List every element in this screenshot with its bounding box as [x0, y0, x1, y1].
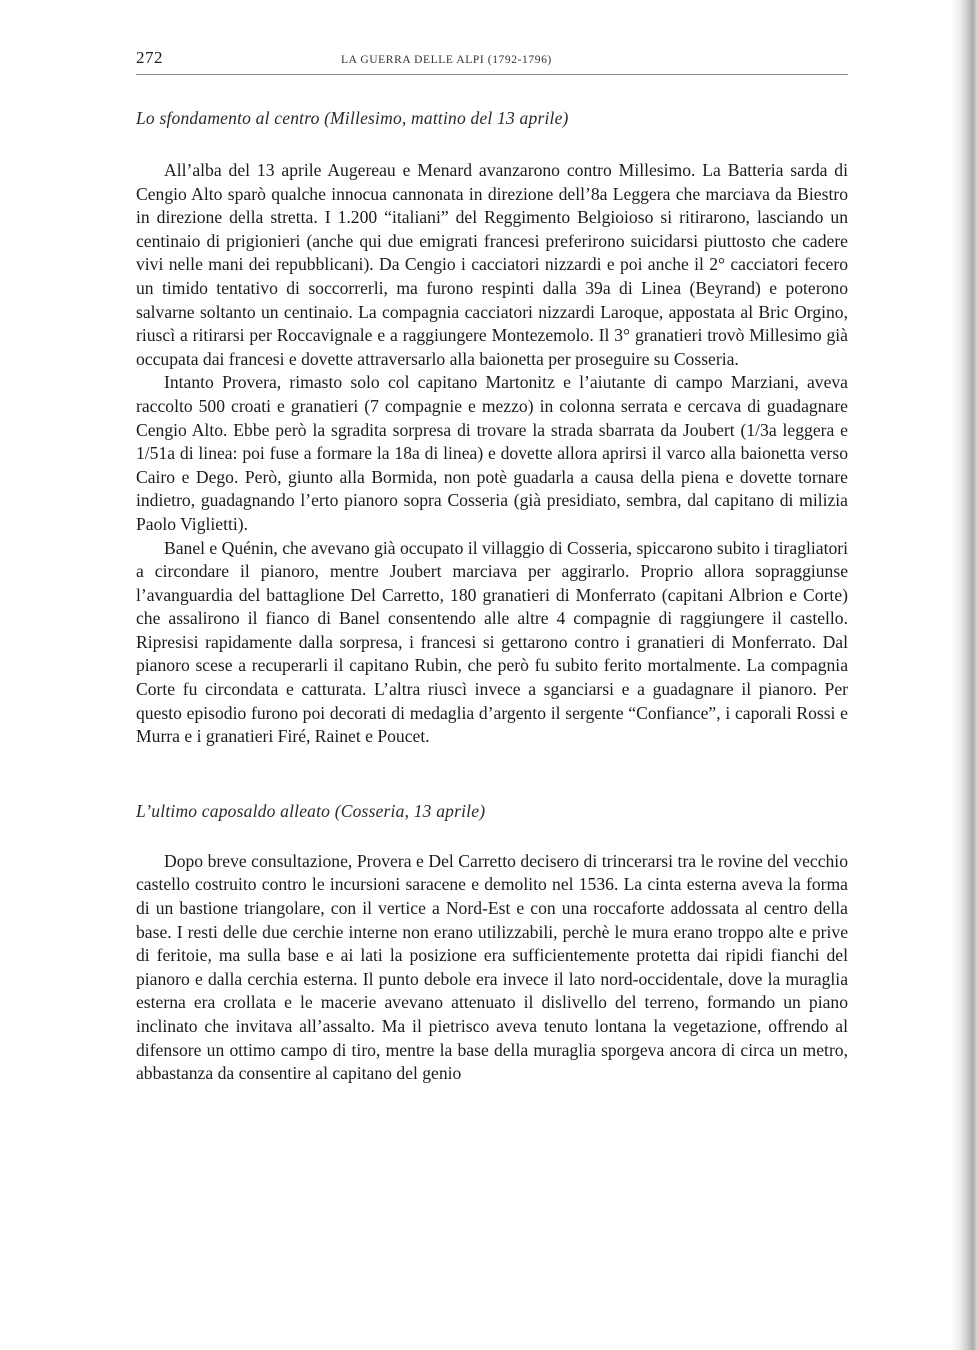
paragraph: Banel e Quénin, che avevano già occupato il villaggio di Cosseria, spiccarono subito i tiragliatori a circondare il pianoro, mentre Joubert marciava per aggirarlo. Proprio allora sopraggiunse l’avanguardia del battaglione Del Carretto, 180 granatieri di Monferrato (capitani Albrion e Corte) che assalirono il fianco di Banel consentendo alle altre 4 compagnie di raggiungere il castello. Ripresisi rapidamente dalla sorpresa, i francesi si gettarono contro i granatieri di Monferrato. Dal pianoro scese a recuperarli il capitano Rubin, che però fu subito ferito mortalmente. La compagnia Corte fu circondata e catturata. L’altra riuscì invece a sganciarsi e a guadagnare il pianoro. Per questo episodio furono poi decorati di medaglia d’argento il sergente “Confiance”, i caporali Rossi e Murra e i granatieri Firé, Rainet e Poucet.	[136, 537, 849, 747]
page-number: 272	[136, 48, 163, 67]
paragraph: Dopo breve consultazione, Provera e Del Carretto decisero di trincerarsi tra le rovine del vecchio castello costruito contro le incursioni saracene e demolito nel 1536. La cinta esterna aveva la forma di un bastione triangolare, con il vertice a Nord-Est e con una roccaforte addossata al centro della base. I resti delle due cerchie interne non erano utilizzabili, perchè le mura erano troppo alte e prive di feritoie, ma sulla base e ai lati la posizione era sufficientemente protetta dai ripidi fianchi del pianoro e dalla cerchia esterna. Il punto debole era invece il lato nord-occidentale, dove la muraglia esterna era crollata e le macerie avevano attenuato il dislivello del terreno, formando un piano inclinato che invitava all’assalto. Ma il pietrisco aveva tenuto lontana la vegetazione, offrendo al difensore un ottimo campo di tiro, mentre la base della muraglia sporgeva ancora di circa un metro, abbastanza da consentire al capitano del genio	[136, 850, 848, 1084]
page-header	[136, 48, 848, 75]
page-edge-shadow	[951, 0, 977, 1350]
paragraph: Intanto Provera, rimasto solo col capitano Martonitz e l’aiutante di campo Marziani, aveva raccolto 500 croati e granatieri (7 compagnie e mezzo) in colonna serrata e cercava di guadagnare Cengio Alto. Ebbe però la sgradita sorpresa di trovare la strada sbarrata da Joubert (1/3a leggera e 1/51a di linea: poi fuse a formare la 18a di linea) e dovette allora aprirsi il varco alla baionetta verso Cairo e Dego. Però, giunto alla Bormida, non potè guadarla a causa della piena e dovette tornare indietro, guadagnando l’erto pianoro sopra Cosseria (già presidiato, sembra, dal capitano di milizia Paolo Viglietti).	[136, 372, 848, 534]
paragraph: All’alba del 13 aprile Augereau e Menard avanzarono contro Millesimo. La Batteria sarda di Cengio Alto sparò qualche innocua cannonata in direzione dell’8a Leggera che marciava da Biestro in direzione della stretta. I 1.200 “italiani” del Reggimento Belgioioso si ritirarono, lasciando un centinaio di prigionieri (anche qui due emigrati francesi preferirono suicidarsi piuttosto che cadere vivi nelle mani dei repubblicani). Da Cengio i cacciatori nizzardi e poi anche il 2° cacciatori fecero un timido tentativo di soccorrerli, ma furono respinti dalla 39a di Linea (Beyrand) e poterono salvarne soltanto un centinaio. La compagnia cacciatori nizzardi Laroque, appostata al Bric Orgino, riuscì a ritirarsi per Roccavignale e a raggiungere Montezemolo. Il 3° granatieri trovò Millesimo già occupata dai francesi e dovette attraversarlo alla baionetta per proseguire su Cosseria.	[136, 160, 848, 369]
book-page	[136, 48, 848, 1086]
running-title: LA GUERRA DELLE ALPI (1792-1796)	[341, 54, 552, 66]
section-heading-millesimo: Lo sfondamento al centro (Millesimo, mattino del 13 aprile)	[136, 108, 569, 128]
section-heading-cosseria: L’ultimo caposaldo alleato (Cosseria, 13 aprile)	[136, 800, 486, 821]
